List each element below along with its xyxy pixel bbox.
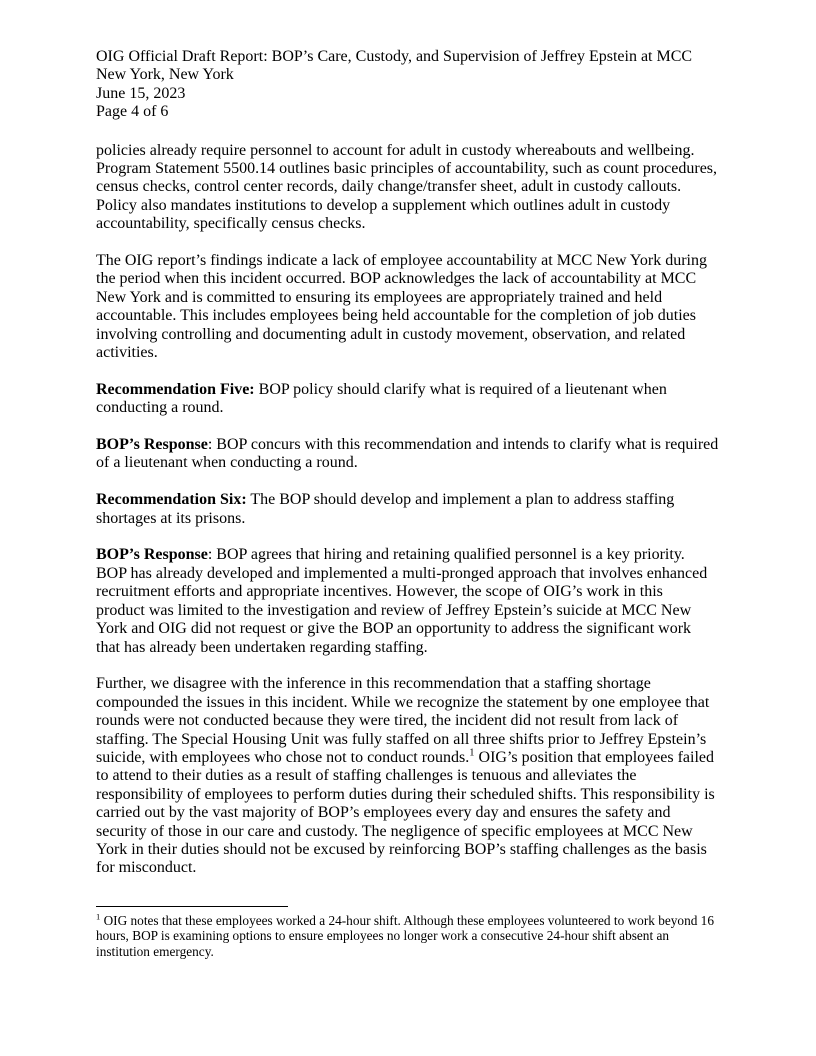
text-segment: : BOP agrees that hiring and retaining qualified personnel is a key priority. xyxy=(207,546,685,564)
text-line: to attend to their duties as a result of staffing challenges is tenuous and alleviates the xyxy=(96,767,637,785)
recommendation-six xyxy=(96,491,736,528)
text-segment: suicide, with employees who chose not to conduct rounds. xyxy=(96,748,470,766)
text-line: York in their duties should not be excused by reinforcing BOP’s staffing challenges as the basis xyxy=(96,840,707,858)
text-line: BOP has already developed and implemented a multi-pronged approach that involves enhanced xyxy=(96,564,708,582)
text-line: conducting a round. xyxy=(96,399,224,417)
report-title-line1: OIG Official Draft Report: BOP’s Care, Custody, and Supervision of Jeffrey Epstein at MCC xyxy=(96,48,693,65)
text-segment: BOP policy should clarify what is required of a lieutenant when xyxy=(254,380,667,398)
recommendation-six-label: Recommendation Six: xyxy=(96,491,247,509)
text-line: New York and is committed to ensuring its employees are appropriately trained and held xyxy=(96,288,663,306)
document-page xyxy=(96,48,736,878)
text-segment: OIG’s position that employees failed xyxy=(474,748,715,766)
footnote-number: 1 xyxy=(96,911,101,922)
text-line: responsibility of employees to perform duties during their scheduled shifts. This responsibility is xyxy=(96,785,715,803)
paragraph-accountability xyxy=(96,252,736,362)
text-line: activities. xyxy=(96,344,158,362)
text-line: accountability, specifically census checks. xyxy=(96,215,366,233)
text-line: accountable. This includes employees being held accountable for the completion of job duties xyxy=(96,307,696,325)
page-indicator: Page 4 of 6 xyxy=(96,103,169,121)
text-line: the period when this incident occurred. BOP acknowledges the lack of accountability at MCC xyxy=(96,270,697,288)
recommendation-five-label: Recommendation Five: xyxy=(96,380,255,398)
text-line: Program Statement 5500.14 outlines basic principles of accountability, such as count procedures, xyxy=(96,160,718,178)
text-line: recruitment efforts and appropriate incentives. However, the scope of OIG’s work in this xyxy=(96,583,663,601)
text-line: carried out by the vast majority of BOP’s employees every day and ensures the safety and xyxy=(96,804,671,822)
text-line: security of those in our care and custody. The negligence of specific employees at MCC New xyxy=(96,822,693,840)
text-line: for misconduct. xyxy=(96,859,197,877)
recommendation-five xyxy=(96,381,736,418)
response-six-label: BOP’s Response xyxy=(96,546,208,564)
text-line: compounded the issues in this incident. While we recognize the statement by one employee that xyxy=(96,693,710,711)
text-segment: OIG notes that these employees worked a 24-hour shift. Although these employees volunteered to work beyond 16 xyxy=(100,913,714,928)
footnote-reference[interactable]: 1 xyxy=(469,747,475,759)
paragraph-staffing-disagreement xyxy=(96,675,736,877)
text-line: policies already require personnel to account for adult in custody whereabouts and wellbeing. xyxy=(96,141,695,159)
text-line: institution emergency. xyxy=(96,943,214,959)
text-line: rounds were not conducted because they were tired, the incident did not result from lack of xyxy=(96,712,679,730)
text-line: staffing. The Special Housing Unit was fully staffed on all three shifts prior to Jeffrey Epstein’s xyxy=(96,730,707,748)
text-line: The OIG report’s findings indicate a lack of employee accountability at MCC New York during xyxy=(96,252,707,270)
text-line: involving controlling and documenting adult in custody movement, observation, and related xyxy=(96,325,686,343)
footnote-separator xyxy=(96,906,288,907)
text-segment: The BOP should develop and implement a plan to address staffing xyxy=(246,491,675,509)
paragraph-policies xyxy=(96,142,736,234)
text-line: Policy also mandates institutions to develop a supplement which outlines adult in custody xyxy=(96,196,671,214)
response-six xyxy=(96,546,736,656)
text-line: shortages at its prisons. xyxy=(96,509,246,527)
text-line: census checks, control center records, daily change/transfer sheet, adult in custody callouts. xyxy=(96,178,682,196)
response-five xyxy=(96,436,736,473)
report-header xyxy=(96,48,736,122)
text-line: York and OIG did not request or give the BOP an opportunity to address the significant work xyxy=(96,620,692,638)
text-line: Further, we disagree with the inference in this recommendation that a staffing shortage xyxy=(96,675,651,693)
report-title-line2: New York, New York xyxy=(96,66,234,84)
text-line: product was limited to the investigation and review of Jeffrey Epstein’s suicide at MCC New xyxy=(96,601,692,619)
footnote-1 xyxy=(96,913,736,959)
report-date: June 15, 2023 xyxy=(96,84,186,102)
text-line: of a lieutenant when conducting a round. xyxy=(96,454,358,472)
text-line: that has already been undertaken regarding staffing. xyxy=(96,638,428,656)
text-segment: : BOP concurs with this recommendation and intends to clarify what is required xyxy=(207,436,719,454)
response-five-label: BOP’s Response xyxy=(96,436,208,454)
text-line: hours, BOP is examining options to ensure employees no longer work a consecutive 24-hour shift absent an xyxy=(96,928,670,944)
